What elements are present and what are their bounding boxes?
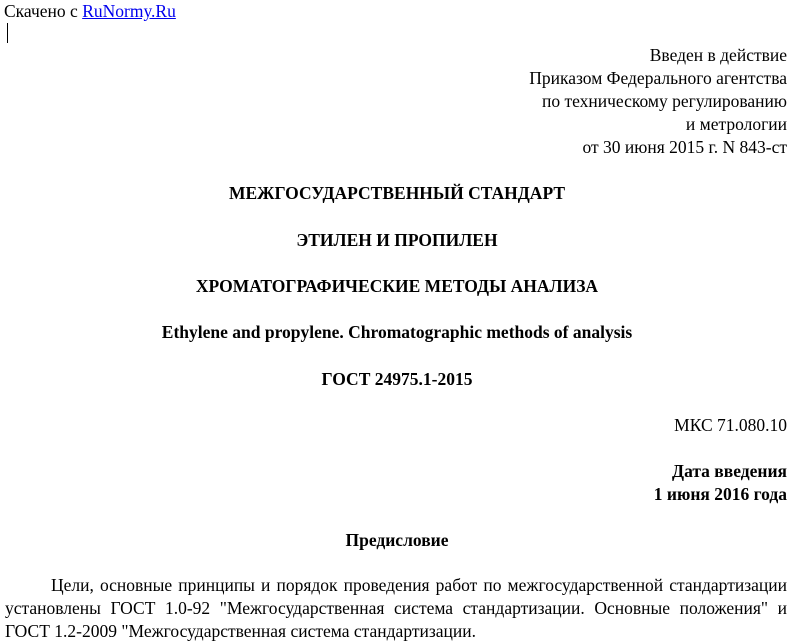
enactment-line-4: и метрологии xyxy=(685,114,787,134)
source-prefix: Скачено с xyxy=(4,1,78,21)
subject-heading: ЭТИЛЕН И ПРОПИЛЕН xyxy=(296,230,498,250)
standard-code: ГОСТ 24975.1-2015 xyxy=(321,369,473,389)
source-line xyxy=(4,0,176,22)
foreword-heading: Предисловие xyxy=(345,530,449,550)
enactment-line-1: Введен в действие xyxy=(649,45,787,65)
enactment-line-3: по техническому регулированию xyxy=(541,91,787,111)
enactment-line-2: Приказом Федерального агентства xyxy=(529,68,787,88)
standard-type-heading: МЕЖГОСУДАРСТВЕННЫЙ СТАНДАРТ xyxy=(228,183,566,203)
source-link[interactable]: RuNormy.Ru xyxy=(82,1,176,21)
enactment-line-5: от 30 июня 2015 г. N 843-ст xyxy=(582,137,787,157)
enactment-block xyxy=(529,44,787,159)
foreword-paragraph: Цели, основные принципы и порядок проведения работ по межгосударственной стандартизации установлены ГОСТ 1.0-92 "Межгосударственная система стандартизации. Основные положения" и ГОСТ 1.2-2009 "Межгосударственная система стандартизации. xyxy=(5,575,787,641)
methods-heading: ХРОМАТОГРАФИЧЕСКИЕ МЕТОДЫ АНАЛИЗА xyxy=(195,276,599,296)
text-cursor xyxy=(7,23,8,43)
english-title: Ethylene and propylene. Chromatographic methods of analysis xyxy=(161,322,633,342)
intro-date-value: 1 июня 2016 года xyxy=(653,484,787,504)
intro-date-label: Дата введения xyxy=(672,461,787,481)
mks-code: МКС 71.080.10 xyxy=(674,415,787,435)
